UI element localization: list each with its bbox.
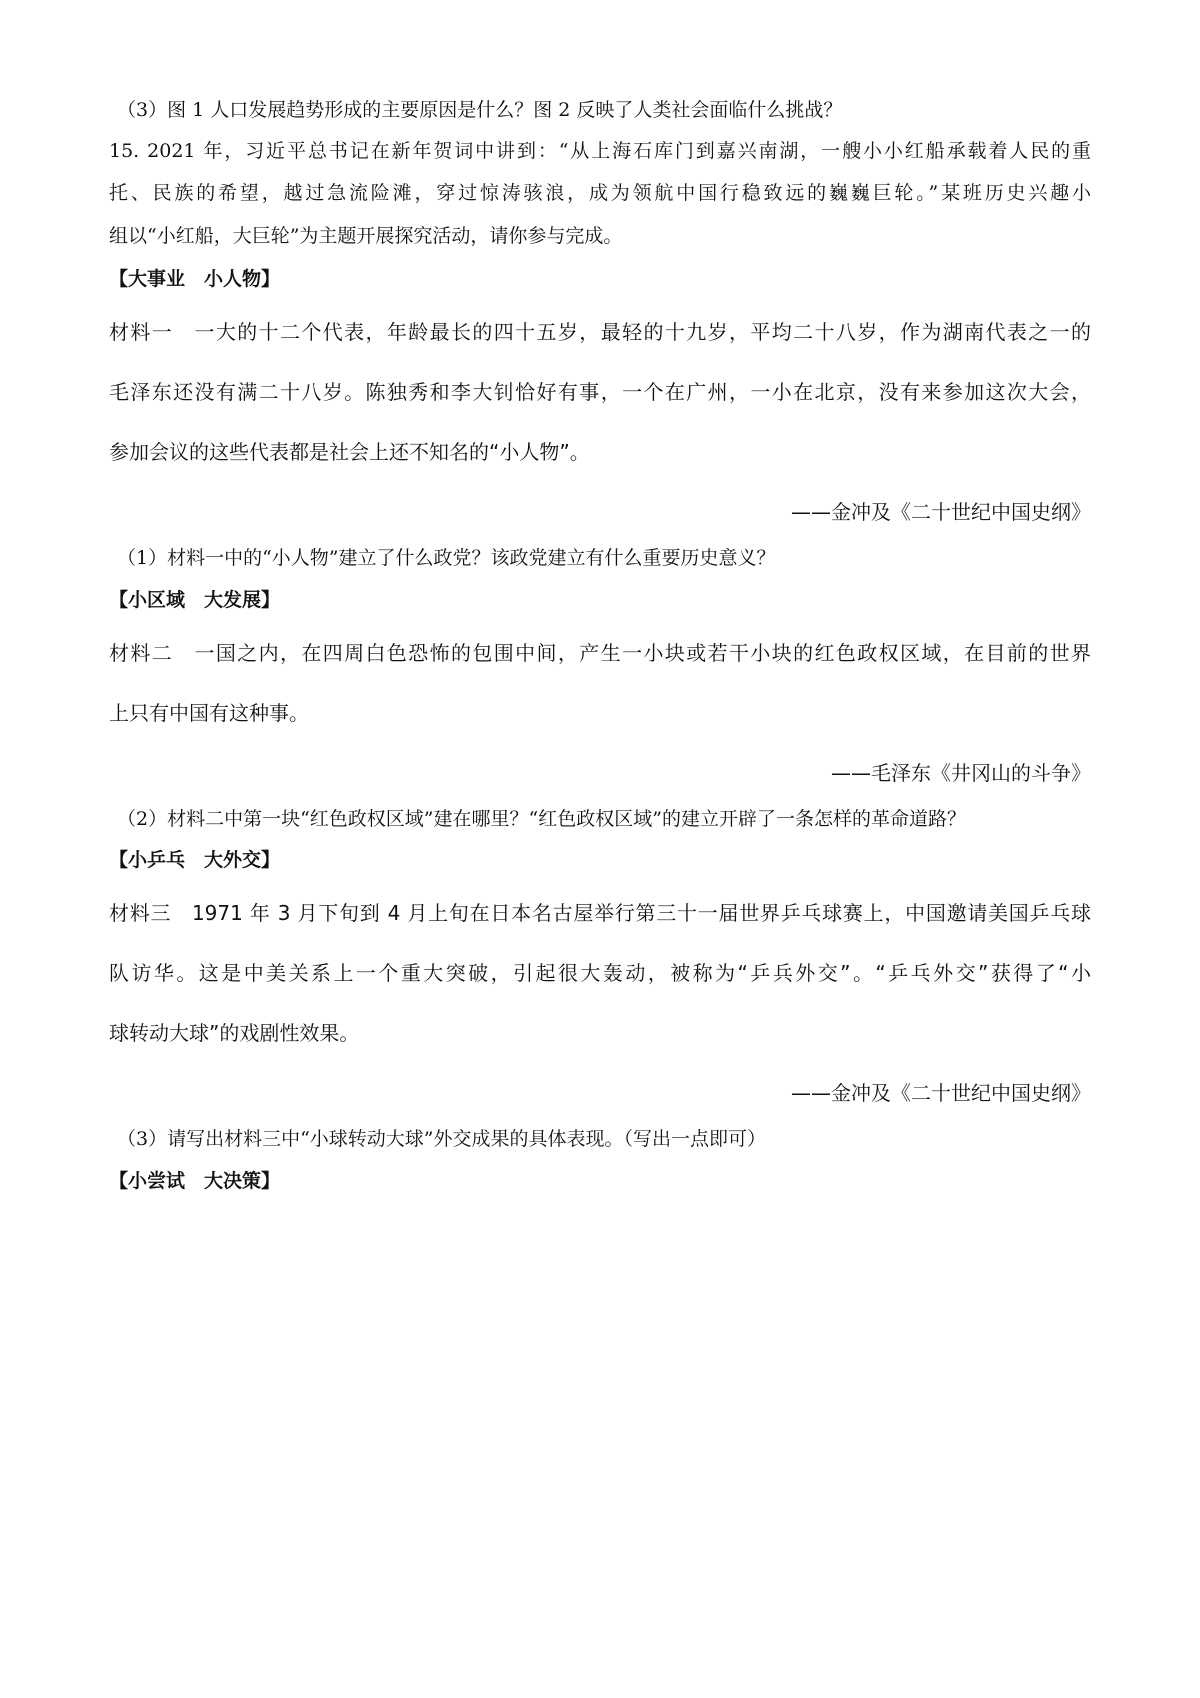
question-15-intro-line-1: 15. 2021 年，习近平总书记在新年贺词中讲到：“从上海石库门到嘉兴南湖，一艘小小红船承载着人民的重 — [109, 140, 1091, 162]
section-heading-2: 【小区域 大发展】 — [109, 589, 281, 611]
question-15-intro-line-3: 组以“小红船，大巨轮”为主题开展探究活动，请你参与完成。 — [109, 225, 623, 247]
material-1-line-1: 材料一 一大的十二个代表，年龄最长的四十五岁，最轻的十九岁，平均二十八岁，作为湖南代表之一的 — [109, 320, 1091, 344]
question-15-3: （3）请写出材料三中“小球转动大球”外交成果的具体表现。（写出一点即可） — [117, 1128, 767, 1150]
question-15-intro-line-2: 托、民族的希望，越过急流险滩，穿过惊涛骇浪，成为领航中国行稳致远的巍巍巨轮。”某班历史兴趣小 — [109, 182, 1091, 204]
material-2-line-2: 上只有中国有这种事。 — [109, 701, 309, 725]
question-15-2: （2）材料二中第一块“红色政权区域”建在哪里？“红色政权区域”的建立开辟了一条怎样的革命道路？ — [117, 808, 966, 830]
material-3-line-2: 队访华。这是中美关系上一个重大突破，引起很大轰动，被称为“乒兵外交”。“乒乓外交”获得了“小 — [109, 961, 1091, 985]
material-1-line-2: 毛泽东还没有满二十八岁。陈独秀和李大钊恰好有事，一个在广州，一小在北京，没有来参加这次大会， — [109, 380, 1091, 404]
material-3-source: ——金冲及《二十世纪中国史纲》 — [791, 1081, 1091, 1105]
section-heading-4: 【小尝试 大决策】 — [109, 1170, 281, 1192]
section-heading-1: 【大事业 小人物】 — [109, 268, 281, 290]
material-3-line-3: 球转动大球”的戏剧性效果。 — [109, 1021, 360, 1045]
material-1-source: ——金冲及《二十世纪中国史纲》 — [791, 500, 1091, 524]
material-1-line-3: 参加会议的这些代表都是社会上还不知名的“小人物”。 — [109, 440, 590, 464]
material-3-line-1: 材料三 1971 年 3 月下旬到 4 月上旬在日本名古屋举行第三十一届世界乒乓球赛上，中国邀请美国乒乓球 — [109, 901, 1091, 925]
question-15-1: （1）材料一中的“小人物”建立了什么政党？该政党建立有什么重要历史意义？ — [117, 547, 776, 569]
question-14-3: （3）图 1 人口发展趋势形成的主要原因是什么？图 2 反映了人类社会面临什么挑战？ — [117, 99, 843, 121]
material-2-line-1: 材料二 一国之内，在四周白色恐怖的包围中间，产生一小块或若干小块的红色政权区域，在目前的世界 — [109, 641, 1091, 665]
material-2-source: ——毛泽东《井冈山的斗争》 — [831, 761, 1091, 785]
section-heading-3: 【小乒乓 大外交】 — [109, 849, 281, 871]
